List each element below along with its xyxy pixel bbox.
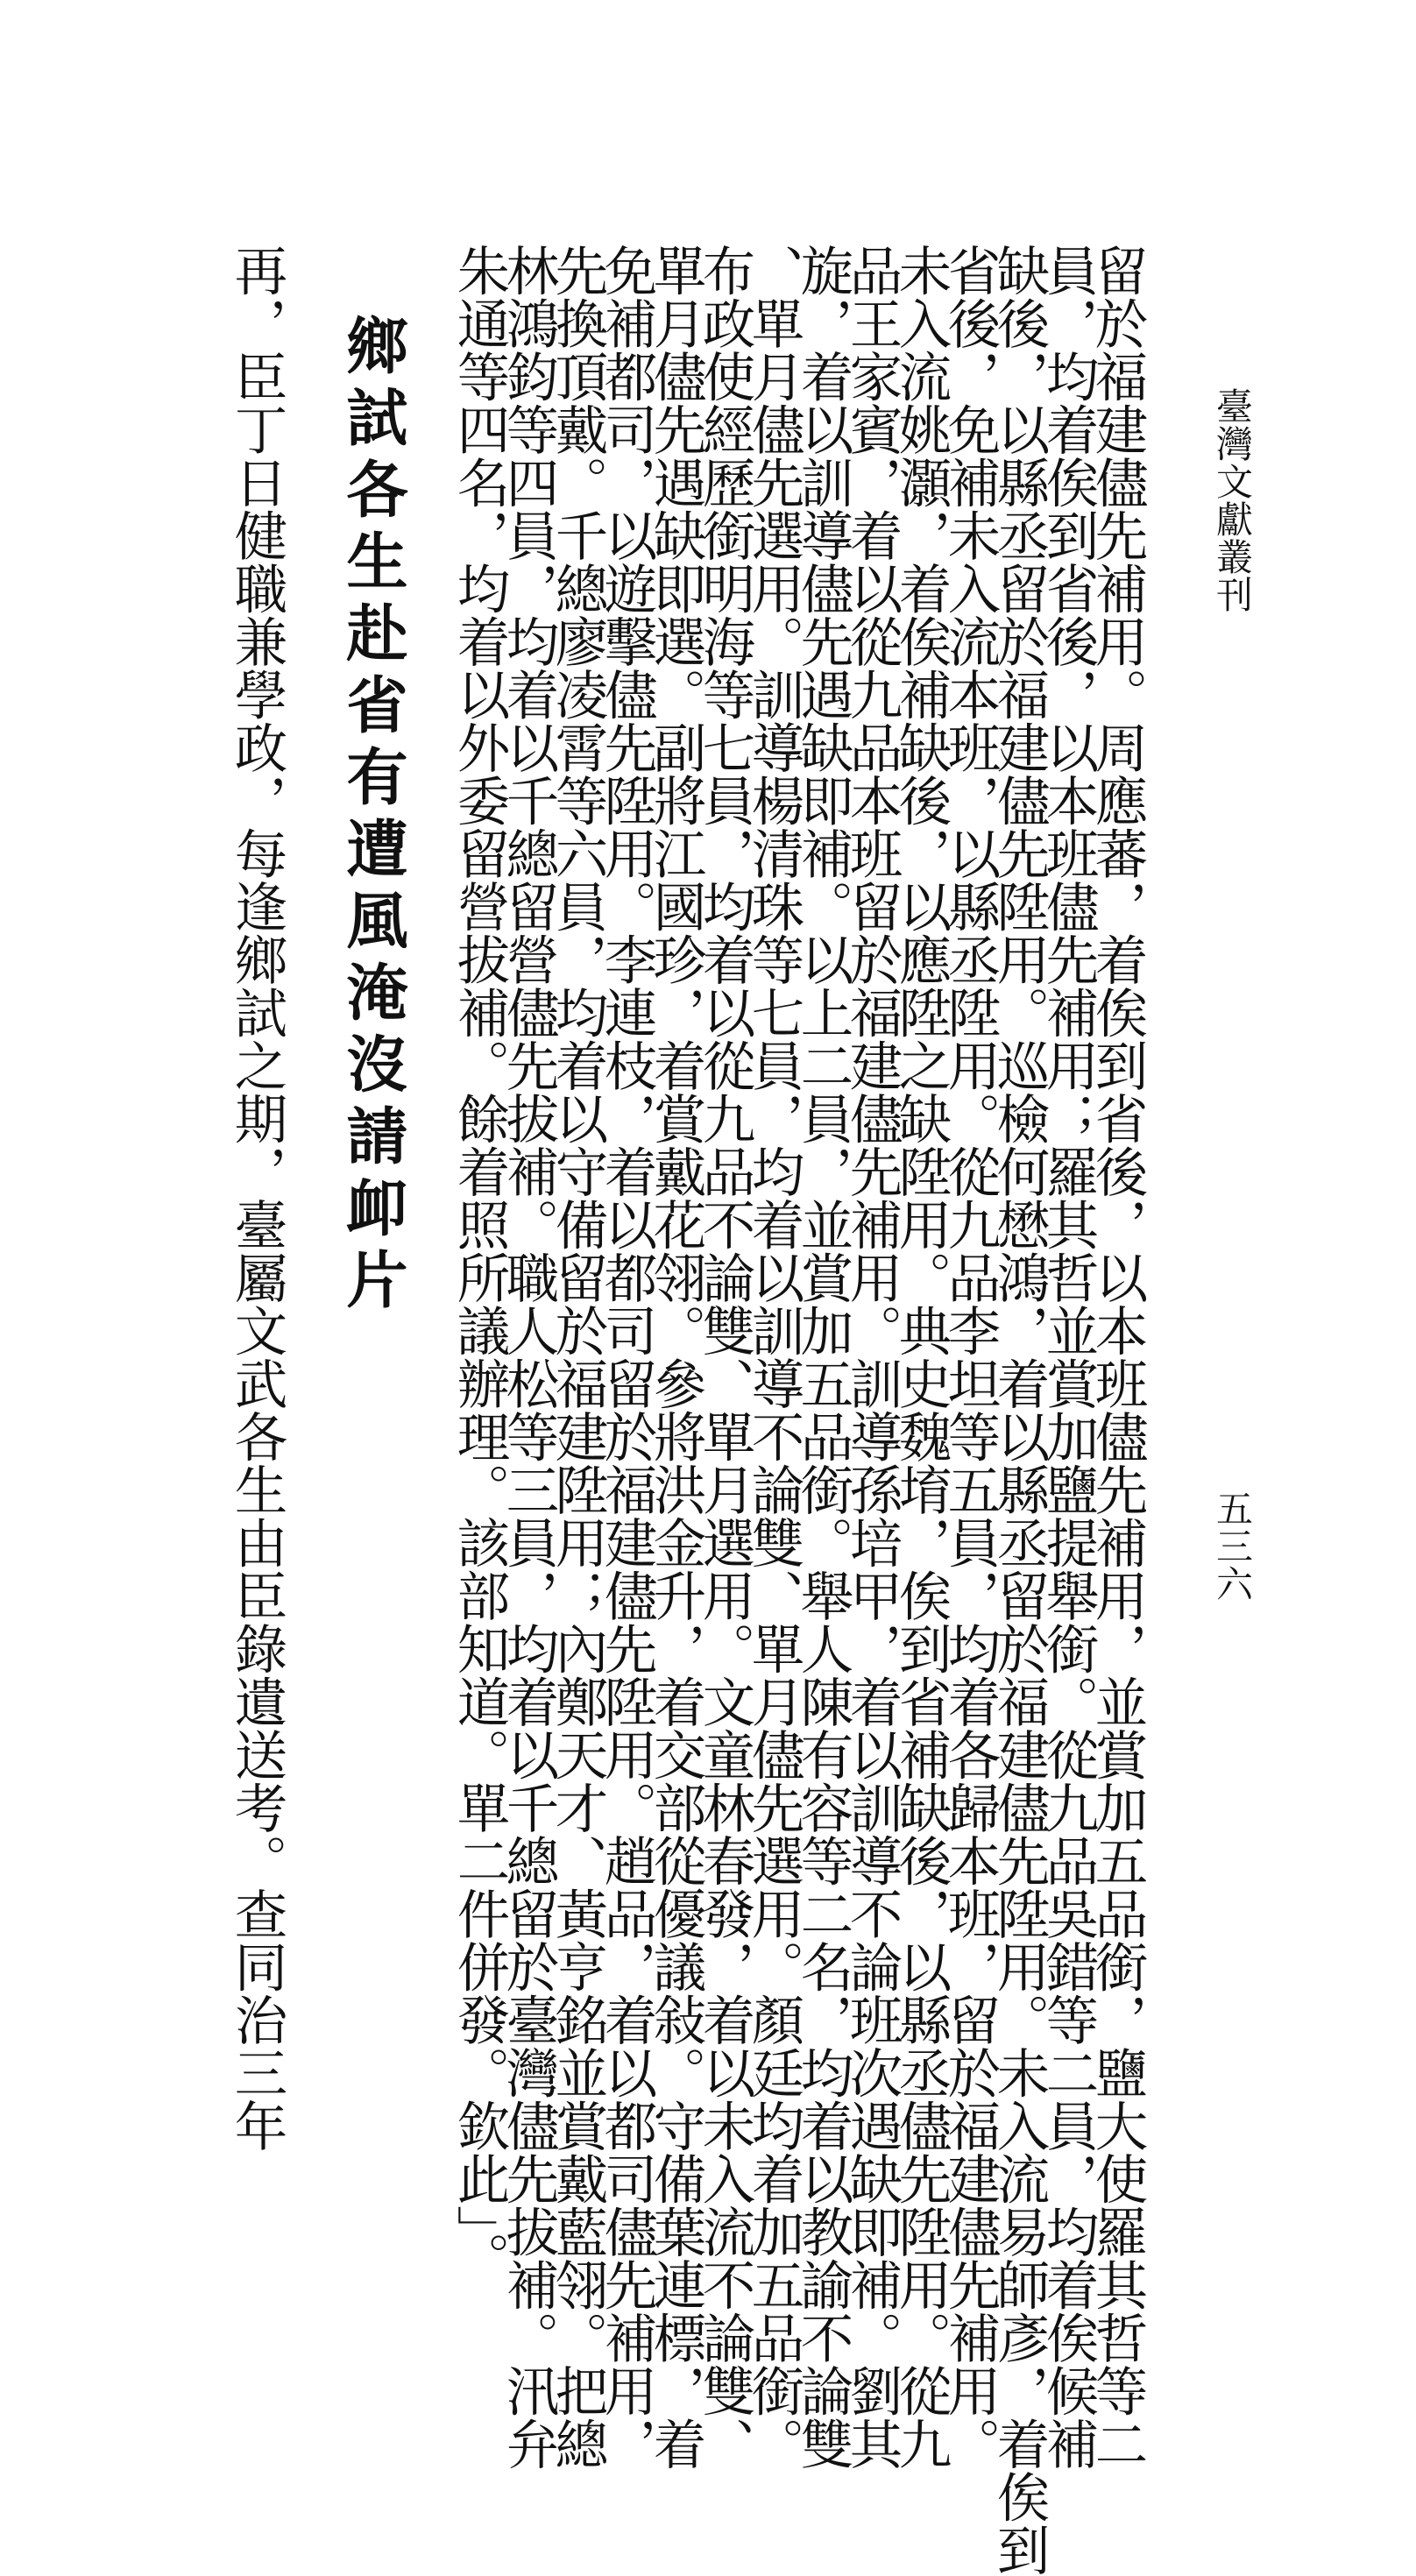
- text-column: 旋，着以訓導儘先遇缺即補。以上二員，並賞加五品銜。舉人陳有容等二名，均着以教諭不論雙: [791, 244, 853, 2470]
- text-column: 免補都司，以遊擊儘先陞用。李連枝，着以都司留於福建儘先陞用。趙品，着以都司儘先補用，: [595, 244, 657, 2470]
- text-column: 布政使經歷銜明海等七員，均着以從九品不論雙、單月選用。文童林春發，着以未入流不論雙、: [693, 244, 755, 2470]
- text-column: 朱通等四名，均着以外委留營拔補。餘着照所議辦理。該部知道。單二件併發。欽此」。: [448, 244, 510, 2285]
- text-column: 林鴻鈞等四員，均着以千總留營儘先拔補。職人松等三員，均着以千總留於臺灣儘先拔補。汛弁: [497, 244, 559, 2470]
- running-header-title: 臺灣文獻叢刊: [1211, 387, 1254, 613]
- text-column: 留於福建儘先補用。周應蕃，着俟到省後，以本班儘先補用，並賞加五品銜，鹽大使羅其哲等二: [1086, 244, 1148, 2470]
- text-column: 未入流姚灝，着俟補缺後，以應陞之缺陞用。典史魏堉，俟到省補缺後，以縣丞儘先陞用。從九: [889, 244, 952, 2470]
- text-column: 、單月儘先選用。訓導楊清珠等七員，均着以訓導不論雙、單月儘先選用。顏廷均着加五品銜。: [742, 244, 804, 2470]
- text-column: 單月儘先遇缺即選。副將江國珍，着賞戴花翎。參將洪金升，着交部從優議敍。守備葉連標，着: [644, 244, 706, 2470]
- text-column: 再，臣丁日健職兼學政，每逢鄉試之期，臺屬文武各生由臣錄遺送考。查同治三年: [225, 244, 287, 2152]
- text-column: 先換頂戴。千總廖凌霄等六員，均着以守備留於福建陞用；內鄭天才、黃亨銘並賞戴藍翎。把總: [546, 244, 608, 2470]
- text-column: 缺後，以縣丞留於福建儘先陞用。巡檢何懋鴻，着以縣丞留於福建儘先陞用。未入流易師彥，着俟到: [988, 244, 1050, 2576]
- page-number: 五三六: [1211, 1490, 1254, 1603]
- section-title: 鄉試各生赴省有遭風淹沒請卹片: [336, 314, 409, 1320]
- text-column: 員，均着俟到省後，以本班儘先補用；羅其哲並賞加鹽提舉銜。從九品吳錯等二員，均着俟候補: [1037, 244, 1099, 2470]
- text-column: 省後，免補未入流本班，以縣丞陞用。從九品李坦等五員，均着各歸本班，留於福建儘先補用。: [938, 244, 1001, 2470]
- text-column: 品王家賓，着以從九品本班留於福建儘先補用。訓導孫培甲，着以訓導不論班次遇缺即補。劉其: [840, 244, 903, 2470]
